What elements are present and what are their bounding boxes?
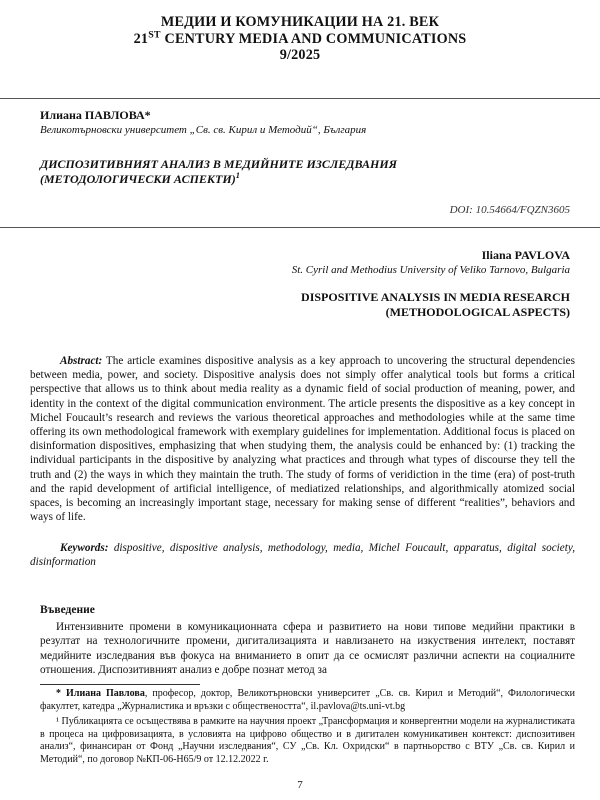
article-title-bg: ДИСПОЗИТИВНИЯТ АНАЛИЗ В МЕДИЙНИТЕ ИЗСЛЕДВАНИЯ (МЕТОДОЛОГИЧЕСКИ АСПЕКТИ)$^1$	[40, 157, 397, 186]
abstract-label: Abstract:	[60, 355, 103, 367]
journal-title-bg: МЕДИИ И КОМУНИКАЦИИ НА 21. ВЕК	[160, 14, 440, 30]
journal-issue: 9/2025	[279, 47, 321, 63]
footnote-author: * Илиана Павлова, професор, доктор, Великотърновски университет „Св. св. Кирил и Методий“, Филологически факултет, катедра „Журналистика и връзки с обществеността“, il.pavlova@ts.uni-vt.bg	[40, 688, 575, 712]
footnote-funding: ¹ Публикацията се осъществява в рамките на научния проект „Трансформация и конвергентни модели на журналистиката в процеса на цифровизацията, в условията на цифрово общество и в дигитален комуникативен контекст: диспозитивен анализ“, финансиран от Фонд „Научни изследвания“, СУ „Св. Кл. Охридски“ в партньорство с ВТУ „Св. св. Кирил и Методий“, по договор №КП-06-Н65/9 от 12.12.2022 г.	[40, 716, 575, 765]
affiliation-bg: Великотърновски университет „Св. св. Кирил и Методий“, България	[40, 124, 367, 136]
abstract	[30, 354, 575, 524]
doi: DOI: 10.54664/FQZN3605	[449, 204, 570, 216]
section-divider	[0, 227, 600, 228]
page-number: 7	[297, 779, 303, 791]
article-title-en: DISPOSITIVE ANALYSIS IN MEDIA RESEARCH (METHODOLOGICAL ASPECTS)	[301, 290, 570, 319]
header-divider	[0, 98, 600, 99]
section-heading: Въведение	[40, 604, 95, 616]
keywords-text: dispositive, dispositive analysis, methodology, media, Michel Foucault, apparatus, digital society, disinformation	[30, 542, 575, 569]
intro-paragraph: Интензивните промени в комуникационната сфера и развитието на нови типове медийни практики в резултат на технологичните промени, дигитализацията и навлизането на изкуствения интелект, поставят медийните изследвания във фокуса на вниманието в опит да се осмислят различни аспекти на социалните отношения. Диспозитивният анализ е добре познат метод за	[40, 621, 575, 676]
affiliation-en: St. Cyril and Methodius University of Veliko Tarnovo, Bulgaria	[291, 264, 570, 276]
footnote-rule	[40, 684, 200, 685]
author-en: Iliana PAVLOVA	[481, 248, 570, 262]
keywords	[30, 541, 575, 569]
author-bg: Илиана ПАВЛОВА*	[40, 108, 151, 122]
keywords-label: Keywords:	[60, 542, 109, 554]
abstract-text: The article examines dispositive analysis as a key approach to uncovering the structural dependencies between media, power, and society. Dispositive analysis does not simply offer analytical tools but forms a critical perspective that allows us to think about media reality as a dynamic field of social production of meaning, power, and identity in the context of the digital communication environment. The article presents the dispositive as a key concept in Michel Foucault’s research and reviews the various theoretical approaches and methodologies while at the same time offering its own methodological framework with exemplary guidelines for implementation. Additional focus is placed on disinformation dispositives, emphasizing that when studying them, the analysis could be enhanced by: (1) tracking the individual participants in the dispositive by analyzing what practices and through what types of discourse they tell the truth and (2) the ways in which they maintain the truth. The study of forms of veridiction in the time (era) of post-truth and the rapid development of artificial intelligence, of mediatized relationships, and algorithmically atomized social spaces, is becoming an increasingly important stage, necessary for making sense of different “realities”, behaviors and ways of life.	[30, 355, 575, 524]
journal-title-en: 21ST CENTURY MEDIA AND COMMUNICATIONS	[133, 28, 467, 47]
journal-header	[0, 14, 600, 64]
